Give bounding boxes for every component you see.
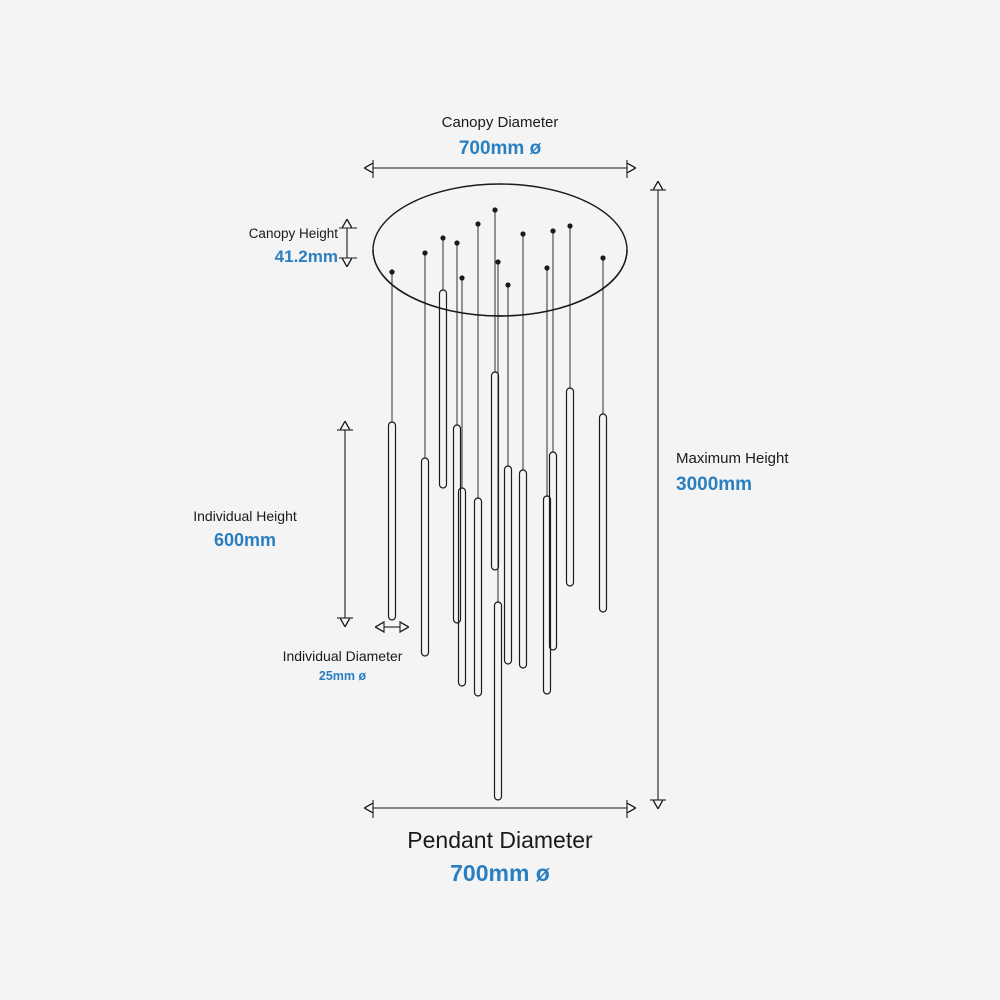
individual-height-name: Individual Height: [193, 508, 297, 524]
canopy-diameter-label: [330, 114, 670, 161]
maximum-height-label: [676, 450, 926, 497]
individual-height-label: [160, 508, 330, 551]
individual-height-dimension: [337, 430, 353, 618]
canopy-diameter-name: Canopy Diameter: [441, 114, 559, 131]
pendant-rods: [389, 207, 607, 800]
canopy-height-value: 41.2mm: [274, 246, 338, 266]
individual-diameter-value: 25mm ø: [318, 668, 367, 683]
individual-diameter-label: [250, 648, 435, 684]
canopy-diameter-dimension: [373, 160, 627, 178]
canopy-height-name: Canopy Height: [248, 226, 338, 241]
canopy-height-label: [188, 226, 338, 267]
individual-height-value: 600mm: [213, 529, 277, 550]
canopy-diameter-value: 700mm ø: [458, 137, 542, 159]
pendant-diameter-label: [320, 826, 680, 888]
pendant-diameter-name: Pendant Diameter: [407, 827, 593, 853]
maximum-height-name: Maximum Height: [676, 450, 789, 467]
maximum-height-dimension: [650, 190, 666, 800]
pendant-diameter-dimension: [373, 800, 627, 818]
pendant-diameter-value: 700mm ø: [450, 859, 550, 886]
canopy-height-dimension: [339, 228, 357, 258]
maximum-height-value: 3000mm: [676, 473, 753, 495]
individual-diameter-dimension: [384, 621, 400, 633]
individual-diameter-name: Individual Diameter: [282, 648, 403, 664]
canopy-plate: [373, 184, 627, 316]
